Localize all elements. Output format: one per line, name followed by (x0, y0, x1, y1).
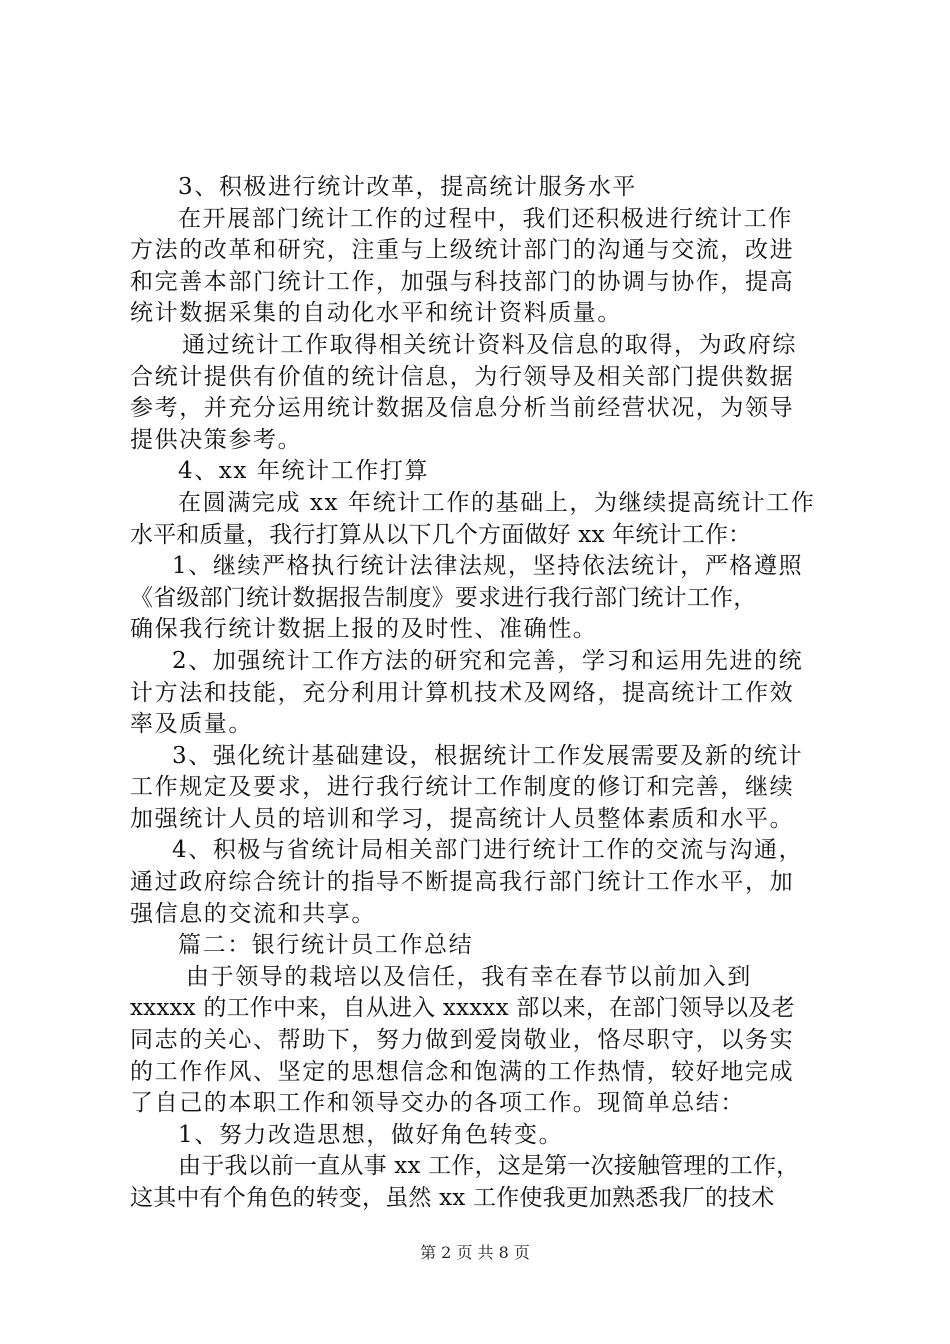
text-line: 率及质量。 (130, 711, 253, 738)
text-line: 的工作作风、坚定的思想信念和饱满的工作热情，较好地完成 (130, 1058, 795, 1085)
document-body (130, 172, 830, 1215)
text-line: 和完善本部门统计工作，加强与科技部门的协调与协作，提高 (130, 268, 795, 295)
text-line: 在圆满完成 xx 年统计工作的基础上，为继续提高统计工作 (178, 489, 816, 516)
text-line: 加强统计人员的培训和学习，提高统计人员整体素质和水平。 (130, 805, 795, 832)
text-line: 3、强化统计基础建设，根据统计工作发展需要及新的统计 (172, 742, 804, 769)
text-line: 由于我以前一直从事 xx 工作，这是第一次接触管理的工作， (178, 1153, 800, 1180)
text-line: 4、积极与省统计局相关部门进行统计工作的交流与沟通， (172, 837, 804, 864)
heading-line: 1、努力改造思想，做好角色转变。 (178, 1121, 564, 1148)
text-line: 提供决策参考。 (130, 426, 303, 453)
text-line: 统计数据采集的自动化水平和统计资料质量。 (130, 300, 622, 327)
text-line: 通过政府综合统计的指导不断提高我行部门统计工作水平，加 (130, 869, 795, 896)
text-line: 了自己的本职工作和领导交办的各项工作。现简单总结： (130, 1090, 745, 1117)
text-line: 《省级部门统计数据报告制度》要求进行我行部门统计工作， (130, 584, 757, 611)
section-title: 篇二：银行统计员工作总结 (178, 932, 474, 959)
text-line: 参考，并充分运用统计数据及信息分析当前经营状况，为领导 (130, 395, 795, 422)
text-line: 确保我行统计数据上报的及时性、准确性。 (130, 616, 598, 643)
text-line: 1、继续严格执行统计法律法规，坚持依法统计，严格遵照 (172, 553, 804, 580)
heading-line: 3、积极进行统计改革，提高统计服务水平 (178, 174, 638, 200)
text-line: 同志的关心、帮助下，努力做到爱岗敬业，恪尽职守，以务实 (130, 1027, 795, 1054)
text-line: 由于领导的栽培以及信任，我有幸在春节以前加入到 (186, 963, 752, 990)
heading-line: 4、xx 年统计工作打算 (178, 458, 430, 485)
text-line: 工作规定及要求，进行我行统计工作制度的修订和完善，继续 (130, 774, 795, 801)
text-line: 计方法和技能，充分利用计算机技术及网络，提高统计工作效 (130, 679, 795, 706)
text-line: 通过统计工作取得相关统计资料及信息的取得，为政府综 (182, 331, 797, 358)
text-line: 在开展部门统计工作的过程中，我们还积极进行统计工作 (178, 205, 793, 232)
text-line: xxxxx 的工作中来，自从进入 xxxxx 部以来，在部门领导以及老 (130, 995, 795, 1022)
text-line: 水平和质量，我行打算从以下几个方面做好 xx 年统计工作： (130, 521, 752, 548)
page-number: 第 2 页 共 8 页 (420, 1243, 530, 1262)
text-line: 合统计提供有价值的统计信息，为行领导及相关部门提供数据 (130, 363, 795, 390)
text-line: 这其中有个角色的转变，虽然 xx 工作使我更加熟悉我厂的技术 (130, 1185, 775, 1211)
text-line: 2、加强统计工作方法的研究和完善，学习和运用先进的统 (172, 647, 804, 674)
text-line: 方法的改革和研究，注重与上级统计部门的沟通与交流，改进 (130, 237, 795, 264)
text-line: 强信息的交流和共享。 (130, 900, 376, 927)
